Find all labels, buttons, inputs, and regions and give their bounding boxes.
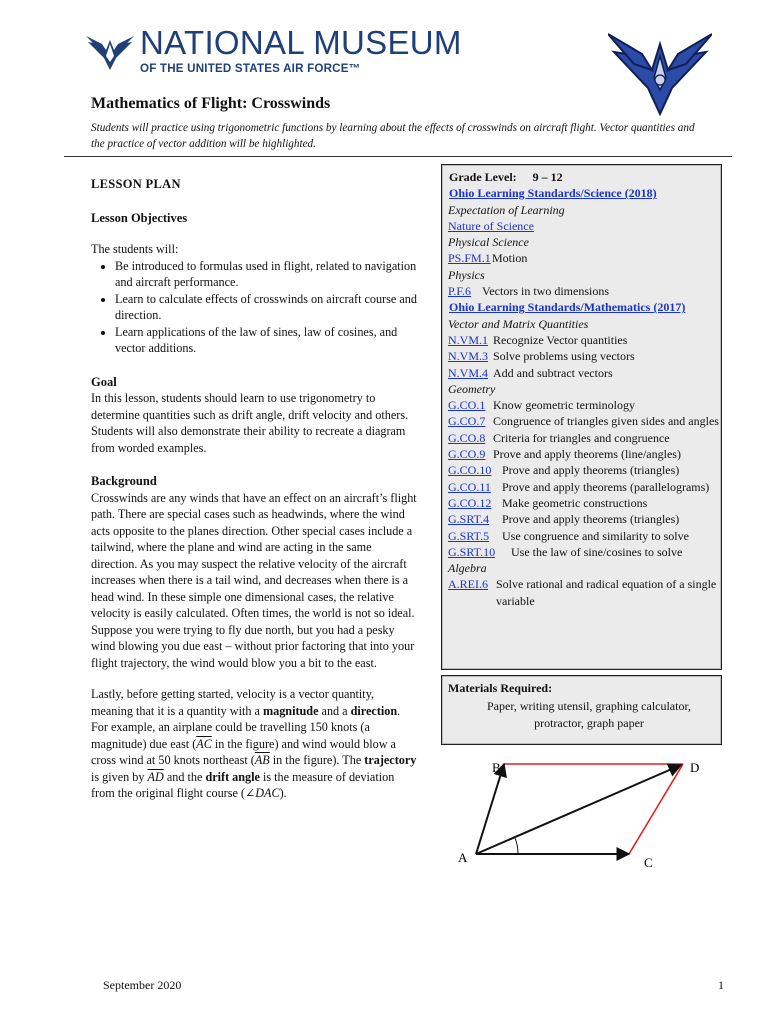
physical-science-label: Physical Science: [448, 235, 529, 250]
list-item: • Learn to calculate effects of crosswinds on aircraft course and direction.: [115, 291, 417, 324]
standards-box: [441, 164, 722, 670]
page-number: 1: [718, 978, 724, 992]
standard-item: P.F.6 Vectors in two dimensions: [448, 284, 609, 299]
header-divider: [64, 156, 732, 157]
lesson-plan-heading: LESSON PLAN: [91, 177, 181, 191]
physics-label: Physics: [448, 267, 485, 282]
standard-code-link[interactable]: N.VM.4: [448, 365, 489, 380]
standard-item: A.REI.6 Solve rational and radical equation of a single variable: [448, 577, 717, 608]
intro-text: Students will practice using trigonometric functions by learning about the effects of crosswinds on aircraft flight. Vector quantities and the practice of vector addition will be highlighted.: [91, 122, 695, 150]
standard-item: G.SRT.4 Prove and apply theorems (triangles): [448, 512, 680, 527]
standard-code-link[interactable]: G.CO.10: [448, 463, 492, 478]
label-a: A: [458, 850, 468, 865]
standard-item: PS.FM.1 Motion: [448, 251, 528, 266]
brand-subtitle: OF THE UNITED STATES AIR FORCE™: [140, 62, 361, 75]
standard-item: G.CO.1 Know geometric terminology: [448, 398, 635, 413]
standard-item: G.CO.7 Congruence of triangles given sides and angles: [448, 414, 719, 429]
page-title: Mathematics of Flight: Crosswinds: [91, 95, 331, 112]
side-cd: [629, 764, 683, 854]
standard-item: G.CO.10 Prove and apply theorems (triangles): [448, 463, 680, 478]
science-standards-link[interactable]: Ohio Learning Standards/Science (2018): [449, 186, 657, 201]
drift-angle-arc: [515, 838, 518, 854]
vector-parallelogram-diagram: [452, 754, 720, 874]
standard-item: N.VM.3 Solve problems using vectors: [448, 349, 635, 364]
standard-code-link[interactable]: N.VM.1: [448, 332, 489, 347]
objectives-list: [91, 258, 417, 357]
label-b: B: [492, 760, 501, 775]
standard-code-link[interactable]: G.CO.1: [448, 398, 486, 413]
geometry-label: Geometry: [448, 381, 496, 396]
materials-box: [441, 675, 722, 745]
vector-ab: $\overline{AB}$: [254, 753, 270, 767]
standard-code-link[interactable]: G.CO.8: [448, 430, 486, 445]
vector-ab-line: [476, 764, 504, 854]
vector-ad-line: [476, 765, 681, 854]
standard-code-link[interactable]: G.CO.11: [448, 479, 491, 494]
standard-code-link[interactable]: G.CO.7: [448, 414, 486, 429]
standard-code-link[interactable]: N.VM.3: [448, 349, 489, 364]
vector-ad: $\overline{AD}$: [147, 769, 164, 784]
math-standards-link[interactable]: Ohio Learning Standards/Mathematics (2017): [449, 300, 686, 315]
expectation-label: Expectation of Learning: [448, 202, 565, 217]
vector-paragraph: Lastly, before getting started, velocity is a vector quantity, meaning that it is a quantity with a magnitude and a direction. For example, an airplane could be travelling 150 knots (a magnitude) due east ($\overline{AC}$ in the figure) and wind would blow a cross wind at 50 knots northeast ($\overline{AB}$ in the figure). The trajectory is given by $\overline{AD}$ and the drift angle is the measure of deviation from the original flight course (∠DAC).: [91, 687, 417, 800]
label-d: D: [690, 760, 700, 775]
materials-heading: Materials Required:: [448, 681, 553, 695]
nature-of-science-link[interactable]: Nature of Science: [448, 218, 534, 233]
vector-ac: $\overline{AC}$: [196, 736, 212, 751]
standard-code-link[interactable]: PS.FM.1: [448, 251, 491, 266]
lesson-column: [91, 176, 417, 802]
standard-code-link[interactable]: P.F.6: [448, 284, 472, 299]
standard-item: G.CO.12 Make geometric constructions: [448, 495, 648, 510]
grade-level: Grade Level: 9 – 12: [449, 170, 563, 184]
standard-item: G.CO.9 Prove and apply theorems (line/angles): [448, 447, 681, 462]
list-item: • Be introduced to formulas used in flight, related to navigation and aircraft performance.: [115, 258, 417, 291]
materials-text: Paper, writing utensil, graphing calculator, protractor, graph paper: [487, 699, 691, 730]
standard-code-link[interactable]: G.CO.9: [448, 447, 486, 462]
standard-code-link[interactable]: G.CO.12: [448, 495, 492, 510]
angle-dac: ∠DAC: [245, 786, 280, 800]
standard-item: N.VM.1 Recognize Vector quantities: [448, 332, 628, 347]
standard-code-link[interactable]: G.SRT.5: [448, 528, 490, 543]
standard-item: G.CO.11 Prove and apply theorems (parallelograms): [448, 479, 710, 494]
standard-code-link[interactable]: G.SRT.4: [448, 512, 490, 527]
standard-item: N.VM.4 Add and subtract vectors: [448, 365, 613, 380]
standard-item: G.SRT.5 Use congruence and similarity to solve: [448, 528, 689, 543]
vector-matrix-label: Vector and Matrix Quantities: [448, 316, 589, 331]
algebra-label: Algebra: [448, 561, 487, 576]
background-text: Crosswinds are any winds that have an effect on an aircraft’s flight path. There are special cases such as headwinds, where the wind acts opposite to the planes direction. Other special cases include a tailwind, where the plane and wind are acting in the same direction. As you may suspect the relative velocity of the aircraft increases when there is a tail wind, and decreases when there is a head wind. In these simple one dimensional cases, the relative velocity is easily calculated. Often times, the world is not so ideal. Suppose you were trying to fly due north, but you had a pesky wind blowing you due east – without prior factoring that into your flight trajectory, the wind would blow you a bit to the east.: [91, 490, 417, 670]
goal-text: In this lesson, students should learn to use trigonometry to determine quantities such as drift angle, drift velocity and others. Students will also demonstrate their ability to recreate a diagram from worded examples.: [91, 391, 409, 455]
standard-item: G.CO.8 Criteria for triangles and congruence: [448, 430, 670, 445]
list-item: • Learn applications of the law of sines, law of cosines, and vector additions.: [115, 324, 417, 357]
standard-item: G.SRT.10 Use the law of sine/cosines to solve: [448, 544, 683, 559]
air-force-symbol-icon: [608, 30, 712, 116]
objectives-heading: Lesson Objectives: [91, 210, 188, 225]
footer-date: September 2020: [103, 978, 182, 992]
goal-heading: Goal: [91, 374, 117, 389]
label-c: C: [644, 855, 653, 870]
background-heading: Background: [91, 474, 157, 488]
standard-code-link[interactable]: G.SRT.10: [448, 544, 496, 559]
objectives-intro: The students will:: [91, 242, 179, 256]
air-force-wings-icon: [84, 30, 136, 74]
standard-code-link[interactable]: A.REI.6: [448, 577, 488, 592]
brand-name: NATIONAL MUSEUM: [140, 24, 462, 61]
